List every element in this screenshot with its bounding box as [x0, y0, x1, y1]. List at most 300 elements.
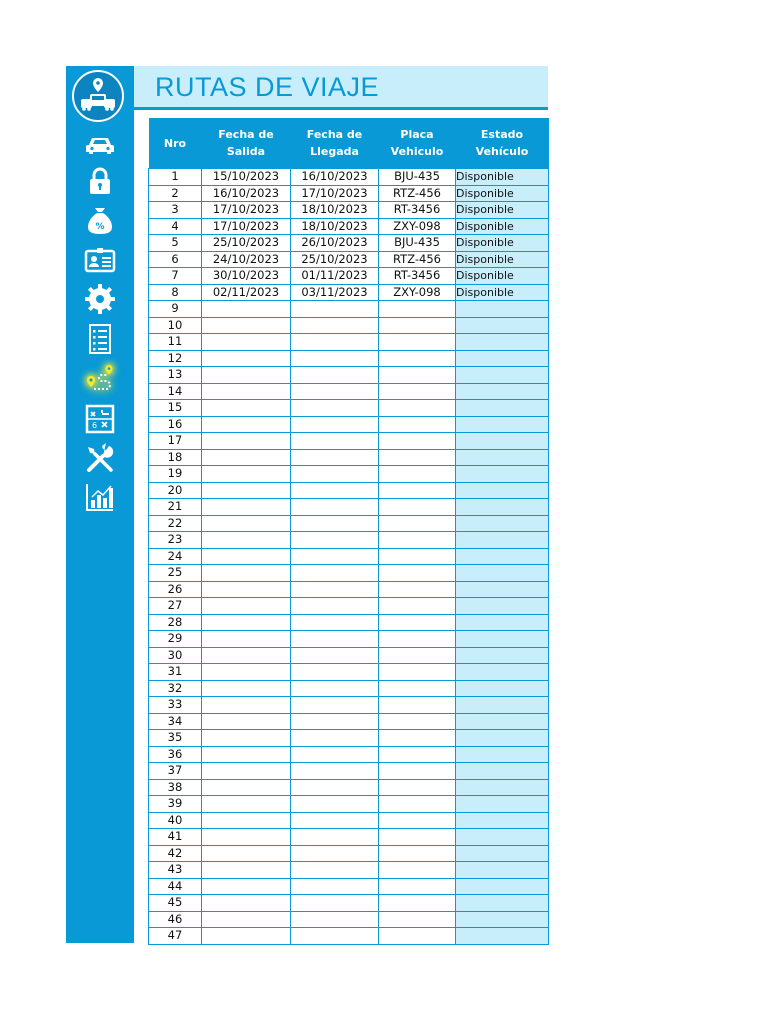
cell-nro[interactable]: 23: [149, 532, 202, 549]
cell-estado[interactable]: [456, 598, 549, 615]
cell-estado[interactable]: [456, 581, 549, 598]
cell-estado[interactable]: [456, 317, 549, 334]
cell-fecha-salida[interactable]: 24/10/2023: [202, 251, 291, 268]
cell-fecha-salida[interactable]: [202, 466, 291, 483]
cell-nro[interactable]: 9: [149, 301, 202, 318]
gear-icon[interactable]: [83, 282, 117, 316]
cell-fecha-salida[interactable]: [202, 713, 291, 730]
cell-fecha-salida[interactable]: [202, 829, 291, 846]
cell-placa[interactable]: [379, 317, 456, 334]
cell-placa[interactable]: ZXY-098: [379, 218, 456, 235]
cell-placa[interactable]: BJU-435: [379, 235, 456, 252]
cell-estado[interactable]: Disponible: [456, 169, 549, 186]
cell-fecha-llegada[interactable]: [291, 664, 379, 681]
table-row: [149, 532, 549, 549]
sidebar: [66, 66, 134, 943]
cell-fecha-salida[interactable]: [202, 383, 291, 400]
cell-fecha-llegada[interactable]: [291, 928, 379, 945]
cell-fecha-salida[interactable]: [202, 532, 291, 549]
cell-fecha-llegada[interactable]: [291, 466, 379, 483]
cell-estado[interactable]: [456, 433, 549, 450]
page-title: RUTAS DE VIAJE: [155, 72, 380, 102]
cell-fecha-salida[interactable]: 15/10/2023: [202, 169, 291, 186]
cell-fecha-llegada[interactable]: [291, 565, 379, 582]
cell-placa[interactable]: [379, 515, 456, 532]
cell-placa[interactable]: [379, 400, 456, 417]
cell-fecha-llegada[interactable]: [291, 581, 379, 598]
cell-nro[interactable]: 47: [149, 928, 202, 945]
cell-placa[interactable]: RTZ-456: [379, 251, 456, 268]
cell-nro[interactable]: 25: [149, 565, 202, 582]
cell-fecha-salida[interactable]: [202, 367, 291, 384]
cell-fecha-salida[interactable]: [202, 697, 291, 714]
cell-placa[interactable]: [379, 449, 456, 466]
cell-estado[interactable]: Disponible: [456, 268, 549, 285]
cell-nro[interactable]: 33: [149, 697, 202, 714]
cell-fecha-salida[interactable]: [202, 878, 291, 895]
cell-fecha-llegada[interactable]: [291, 548, 379, 565]
cell-nro[interactable]: 42: [149, 845, 202, 862]
cell-placa[interactable]: [379, 614, 456, 631]
cell-estado[interactable]: [456, 548, 549, 565]
cell-estado[interactable]: [456, 301, 549, 318]
cell-nro[interactable]: 26: [149, 581, 202, 598]
table-row: [149, 598, 549, 615]
cell-fecha-salida[interactable]: [202, 400, 291, 417]
cell-fecha-llegada[interactable]: [291, 812, 379, 829]
cell-nro[interactable]: 46: [149, 911, 202, 928]
cell-fecha-salida[interactable]: [202, 862, 291, 879]
cell-nro[interactable]: 4: [149, 218, 202, 235]
table-row: [149, 928, 549, 945]
cell-fecha-llegada[interactable]: [291, 367, 379, 384]
header-estado-vehiculo-label: Estado Vehículo: [475, 128, 529, 158]
cell-estado[interactable]: [456, 928, 549, 945]
cell-nro[interactable]: 31: [149, 664, 202, 681]
cell-fecha-llegada[interactable]: 03/11/2023: [291, 284, 379, 301]
cell-nro[interactable]: 35: [149, 730, 202, 747]
cell-nro[interactable]: 7: [149, 268, 202, 285]
cell-fecha-llegada[interactable]: [291, 614, 379, 631]
cell-nro[interactable]: 6: [149, 251, 202, 268]
cell-placa[interactable]: [379, 466, 456, 483]
cell-estado[interactable]: [456, 713, 549, 730]
cell-estado[interactable]: [456, 350, 549, 367]
cell-estado[interactable]: Disponible: [456, 218, 549, 235]
table-row: [149, 680, 549, 697]
car-icon[interactable]: [83, 128, 117, 162]
cell-fecha-salida[interactable]: 02/11/2023: [202, 284, 291, 301]
cell-fecha-llegada[interactable]: [291, 878, 379, 895]
cell-placa[interactable]: [379, 433, 456, 450]
cell-nro[interactable]: 20: [149, 482, 202, 499]
cell-placa[interactable]: [379, 763, 456, 780]
cell-fecha-llegada[interactable]: 17/10/2023: [291, 185, 379, 202]
cell-fecha-llegada[interactable]: [291, 862, 379, 879]
cell-nro[interactable]: 29: [149, 631, 202, 648]
cell-placa[interactable]: [379, 928, 456, 945]
cell-nro[interactable]: 32: [149, 680, 202, 697]
cell-fecha-salida[interactable]: [202, 895, 291, 912]
table-row: [149, 284, 549, 301]
cell-placa[interactable]: [379, 664, 456, 681]
svg-text:%: %: [95, 222, 105, 232]
table-row: [149, 383, 549, 400]
cell-nro[interactable]: 12: [149, 350, 202, 367]
table-row: [149, 878, 549, 895]
cell-fecha-llegada[interactable]: [291, 845, 379, 862]
cell-fecha-llegada[interactable]: [291, 416, 379, 433]
cell-estado[interactable]: [456, 878, 549, 895]
cell-placa[interactable]: [379, 598, 456, 615]
cell-placa[interactable]: [379, 878, 456, 895]
table-row: [149, 466, 549, 483]
cell-nro[interactable]: 45: [149, 895, 202, 912]
cell-estado[interactable]: [456, 499, 549, 516]
cell-fecha-salida[interactable]: [202, 350, 291, 367]
cell-fecha-llegada[interactable]: [291, 499, 379, 516]
table-row: [149, 763, 549, 780]
cell-fecha-salida[interactable]: [202, 565, 291, 582]
cell-fecha-salida[interactable]: [202, 598, 291, 615]
cell-nro[interactable]: 2: [149, 185, 202, 202]
cell-estado[interactable]: Disponible: [456, 284, 549, 301]
header-nro: [149, 118, 202, 169]
cell-placa[interactable]: [379, 482, 456, 499]
cell-estado[interactable]: [456, 647, 549, 664]
cell-placa[interactable]: [379, 779, 456, 796]
cell-estado[interactable]: [456, 862, 549, 879]
cell-fecha-salida[interactable]: [202, 581, 291, 598]
cell-nro[interactable]: 8: [149, 284, 202, 301]
checklist-icon[interactable]: [83, 322, 117, 356]
cell-fecha-llegada[interactable]: [291, 680, 379, 697]
cell-placa[interactable]: [379, 499, 456, 516]
cell-nro[interactable]: 24: [149, 548, 202, 565]
cell-estado[interactable]: [456, 796, 549, 813]
cell-estado[interactable]: [456, 466, 549, 483]
cell-fecha-llegada[interactable]: [291, 730, 379, 747]
table-row: [149, 862, 549, 879]
routes-table: [148, 118, 549, 945]
table-row: [149, 779, 549, 796]
cell-fecha-llegada[interactable]: [291, 763, 379, 780]
cell-estado[interactable]: [456, 664, 549, 681]
cell-placa[interactable]: [379, 845, 456, 862]
cell-placa[interactable]: [379, 746, 456, 763]
table-row: [149, 697, 549, 714]
cell-estado[interactable]: [456, 845, 549, 862]
table-row: [149, 202, 549, 219]
cell-nro[interactable]: 17: [149, 433, 202, 450]
cell-nro[interactable]: 40: [149, 812, 202, 829]
table-row: [149, 911, 549, 928]
cell-placa[interactable]: [379, 565, 456, 582]
cell-estado[interactable]: [456, 697, 549, 714]
cell-estado[interactable]: Disponible: [456, 235, 549, 252]
cell-estado[interactable]: [456, 565, 549, 582]
cell-fecha-llegada[interactable]: [291, 895, 379, 912]
cell-fecha-llegada[interactable]: [291, 482, 379, 499]
table-row: [149, 185, 549, 202]
cell-nro[interactable]: 37: [149, 763, 202, 780]
cell-nro[interactable]: 39: [149, 796, 202, 813]
cell-placa[interactable]: RTZ-456: [379, 185, 456, 202]
calculator-icon[interactable]: [83, 402, 117, 436]
cell-fecha-llegada[interactable]: [291, 317, 379, 334]
cell-estado[interactable]: [456, 680, 549, 697]
cell-fecha-llegada[interactable]: [291, 449, 379, 466]
table-row: [149, 796, 549, 813]
table-row: [149, 416, 549, 433]
cell-nro[interactable]: 28: [149, 614, 202, 631]
cell-fecha-llegada[interactable]: [291, 334, 379, 351]
cell-nro[interactable]: 41: [149, 829, 202, 846]
cell-fecha-salida[interactable]: [202, 928, 291, 945]
table-row: [149, 235, 549, 252]
cell-nro[interactable]: 16: [149, 416, 202, 433]
table-row: [149, 499, 549, 516]
cell-placa[interactable]: [379, 911, 456, 928]
cell-nro[interactable]: 3: [149, 202, 202, 219]
cell-fecha-salida[interactable]: [202, 317, 291, 334]
route-vehicles-logo-icon: [72, 70, 124, 122]
cell-placa[interactable]: ZXY-098: [379, 284, 456, 301]
money-bag-icon[interactable]: [83, 204, 117, 238]
cell-fecha-llegada[interactable]: [291, 647, 379, 664]
cell-placa[interactable]: [379, 581, 456, 598]
cell-fecha-salida[interactable]: 30/10/2023: [202, 268, 291, 285]
cell-fecha-llegada[interactable]: [291, 433, 379, 450]
cell-estado[interactable]: [456, 367, 549, 384]
cell-fecha-salida[interactable]: [202, 515, 291, 532]
cell-fecha-salida[interactable]: [202, 548, 291, 565]
cell-fecha-llegada[interactable]: [291, 713, 379, 730]
cell-fecha-salida[interactable]: [202, 449, 291, 466]
cell-estado[interactable]: [456, 614, 549, 631]
cell-placa[interactable]: RT-3456: [379, 268, 456, 285]
header-fecha-salida: [202, 118, 291, 169]
cell-placa[interactable]: [379, 631, 456, 648]
cell-placa[interactable]: [379, 350, 456, 367]
cell-fecha-salida[interactable]: [202, 845, 291, 862]
cell-fecha-llegada[interactable]: 16/10/2023: [291, 169, 379, 186]
cell-fecha-llegada[interactable]: [291, 796, 379, 813]
table-row: [149, 400, 549, 417]
cell-nro[interactable]: 19: [149, 466, 202, 483]
cell-estado[interactable]: [456, 515, 549, 532]
cell-fecha-salida[interactable]: [202, 631, 291, 648]
cell-estado[interactable]: [456, 895, 549, 912]
cell-nro[interactable]: 43: [149, 862, 202, 879]
cell-fecha-salida[interactable]: [202, 911, 291, 928]
cell-fecha-llegada[interactable]: [291, 532, 379, 549]
cell-estado[interactable]: [456, 532, 549, 549]
cell-estado[interactable]: Disponible: [456, 251, 549, 268]
cell-fecha-salida[interactable]: 17/10/2023: [202, 202, 291, 219]
cell-nro[interactable]: 30: [149, 647, 202, 664]
cell-fecha-llegada[interactable]: [291, 350, 379, 367]
cell-nro[interactable]: 10: [149, 317, 202, 334]
table-row: [149, 482, 549, 499]
cell-nro[interactable]: 18: [149, 449, 202, 466]
cell-nro[interactable]: 21: [149, 499, 202, 516]
table-row: [149, 631, 549, 648]
cell-placa[interactable]: [379, 730, 456, 747]
cell-fecha-llegada[interactable]: [291, 383, 379, 400]
cell-fecha-salida[interactable]: [202, 763, 291, 780]
cell-placa[interactable]: BJU-435: [379, 169, 456, 186]
cell-fecha-salida[interactable]: [202, 746, 291, 763]
cell-placa[interactable]: [379, 697, 456, 714]
cell-fecha-salida[interactable]: [202, 433, 291, 450]
cell-estado[interactable]: [456, 812, 549, 829]
cell-estado[interactable]: [456, 482, 549, 499]
table-row: [149, 317, 549, 334]
cell-estado[interactable]: Disponible: [456, 185, 549, 202]
cell-fecha-llegada[interactable]: [291, 515, 379, 532]
cell-fecha-salida[interactable]: 16/10/2023: [202, 185, 291, 202]
cell-fecha-salida[interactable]: [202, 416, 291, 433]
cell-nro[interactable]: 27: [149, 598, 202, 615]
cell-fecha-llegada[interactable]: [291, 631, 379, 648]
cell-fecha-salida[interactable]: [202, 334, 291, 351]
cell-fecha-salida[interactable]: [202, 301, 291, 318]
cell-estado[interactable]: [456, 416, 549, 433]
cell-estado[interactable]: [456, 631, 549, 648]
table-row: [149, 565, 549, 582]
cell-fecha-salida[interactable]: [202, 812, 291, 829]
cell-estado[interactable]: [456, 829, 549, 846]
cell-fecha-llegada[interactable]: 01/11/2023: [291, 268, 379, 285]
cell-placa[interactable]: [379, 812, 456, 829]
cell-estado[interactable]: [456, 779, 549, 796]
cell-estado[interactable]: [456, 730, 549, 747]
table-row: [149, 449, 549, 466]
id-card-icon[interactable]: [83, 244, 117, 278]
cell-fecha-llegada[interactable]: [291, 746, 379, 763]
cell-placa[interactable]: [379, 680, 456, 697]
cell-nro[interactable]: 11: [149, 334, 202, 351]
cell-fecha-llegada[interactable]: [291, 829, 379, 846]
cell-fecha-salida[interactable]: [202, 664, 291, 681]
header-underline: [134, 107, 548, 110]
table-row: [149, 845, 549, 862]
cell-estado[interactable]: [456, 911, 549, 928]
cell-fecha-llegada[interactable]: [291, 697, 379, 714]
cell-nro[interactable]: 15: [149, 400, 202, 417]
cell-fecha-llegada[interactable]: 18/10/2023: [291, 202, 379, 219]
cell-estado[interactable]: [456, 449, 549, 466]
cell-placa[interactable]: [379, 334, 456, 351]
cell-nro[interactable]: 1: [149, 169, 202, 186]
table-row: [149, 614, 549, 631]
cell-estado[interactable]: [456, 400, 549, 417]
cell-placa[interactable]: [379, 548, 456, 565]
cell-fecha-salida[interactable]: 25/10/2023: [202, 235, 291, 252]
cell-fecha-llegada[interactable]: 26/10/2023: [291, 235, 379, 252]
header-fecha-llegada: [291, 118, 379, 169]
table-row: [149, 367, 549, 384]
cell-fecha-salida[interactable]: [202, 730, 291, 747]
cell-fecha-salida[interactable]: [202, 647, 291, 664]
table-row: [149, 829, 549, 846]
cell-fecha-llegada[interactable]: [291, 400, 379, 417]
svg-text:6: 6: [92, 421, 98, 430]
cell-fecha-salida[interactable]: [202, 499, 291, 516]
cell-nro[interactable]: 44: [149, 878, 202, 895]
cell-placa[interactable]: [379, 647, 456, 664]
cell-fecha-salida[interactable]: [202, 779, 291, 796]
table-row: [149, 218, 549, 235]
table-row: [149, 548, 549, 565]
cell-fecha-llegada[interactable]: 25/10/2023: [291, 251, 379, 268]
table-row: [149, 334, 549, 351]
cell-nro[interactable]: 22: [149, 515, 202, 532]
cell-nro[interactable]: 14: [149, 383, 202, 400]
tools-icon[interactable]: [83, 442, 117, 476]
cell-nro[interactable]: 34: [149, 713, 202, 730]
cell-placa[interactable]: RT-3456: [379, 202, 456, 219]
table-row: [149, 251, 549, 268]
cell-placa[interactable]: [379, 796, 456, 813]
cell-nro[interactable]: 36: [149, 746, 202, 763]
table-header-row: [149, 118, 549, 169]
bar-chart-icon[interactable]: [83, 480, 117, 514]
table-row: [149, 746, 549, 763]
lock-icon[interactable]: [83, 164, 117, 198]
table-row: [149, 350, 549, 367]
table-row: [149, 647, 549, 664]
cell-fecha-llegada[interactable]: 18/10/2023: [291, 218, 379, 235]
cell-placa[interactable]: [379, 895, 456, 912]
cell-estado[interactable]: [456, 763, 549, 780]
cell-estado[interactable]: [456, 334, 549, 351]
table-row: [149, 581, 549, 598]
header-placa-vehiculo: [379, 118, 456, 169]
cell-placa[interactable]: [379, 383, 456, 400]
cell-placa[interactable]: [379, 416, 456, 433]
route-map-icon[interactable]: [83, 362, 117, 396]
cell-placa[interactable]: [379, 862, 456, 879]
cell-fecha-llegada[interactable]: [291, 598, 379, 615]
cell-placa[interactable]: [379, 301, 456, 318]
cell-estado[interactable]: Disponible: [456, 202, 549, 219]
cell-estado[interactable]: [456, 746, 549, 763]
table-row: [149, 895, 549, 912]
cell-nro[interactable]: 13: [149, 367, 202, 384]
cell-nro[interactable]: 5: [149, 235, 202, 252]
table-row: [149, 812, 549, 829]
cell-placa[interactable]: [379, 713, 456, 730]
cell-fecha-salida[interactable]: [202, 482, 291, 499]
cell-placa[interactable]: [379, 532, 456, 549]
cell-fecha-salida[interactable]: [202, 796, 291, 813]
cell-fecha-llegada[interactable]: [291, 779, 379, 796]
cell-fecha-salida[interactable]: [202, 614, 291, 631]
header-estado-vehiculo: [456, 118, 549, 169]
cell-nro[interactable]: 38: [149, 779, 202, 796]
cell-fecha-salida[interactable]: 17/10/2023: [202, 218, 291, 235]
cell-fecha-llegada[interactable]: [291, 911, 379, 928]
cell-fecha-salida[interactable]: [202, 680, 291, 697]
cell-estado[interactable]: [456, 383, 549, 400]
cell-placa[interactable]: [379, 829, 456, 846]
cell-placa[interactable]: [379, 367, 456, 384]
header-fecha-llegada-label: Fecha de Llegada: [306, 128, 363, 158]
header-fecha-salida-label: Fecha de Salida: [218, 128, 274, 158]
cell-fecha-llegada[interactable]: [291, 301, 379, 318]
